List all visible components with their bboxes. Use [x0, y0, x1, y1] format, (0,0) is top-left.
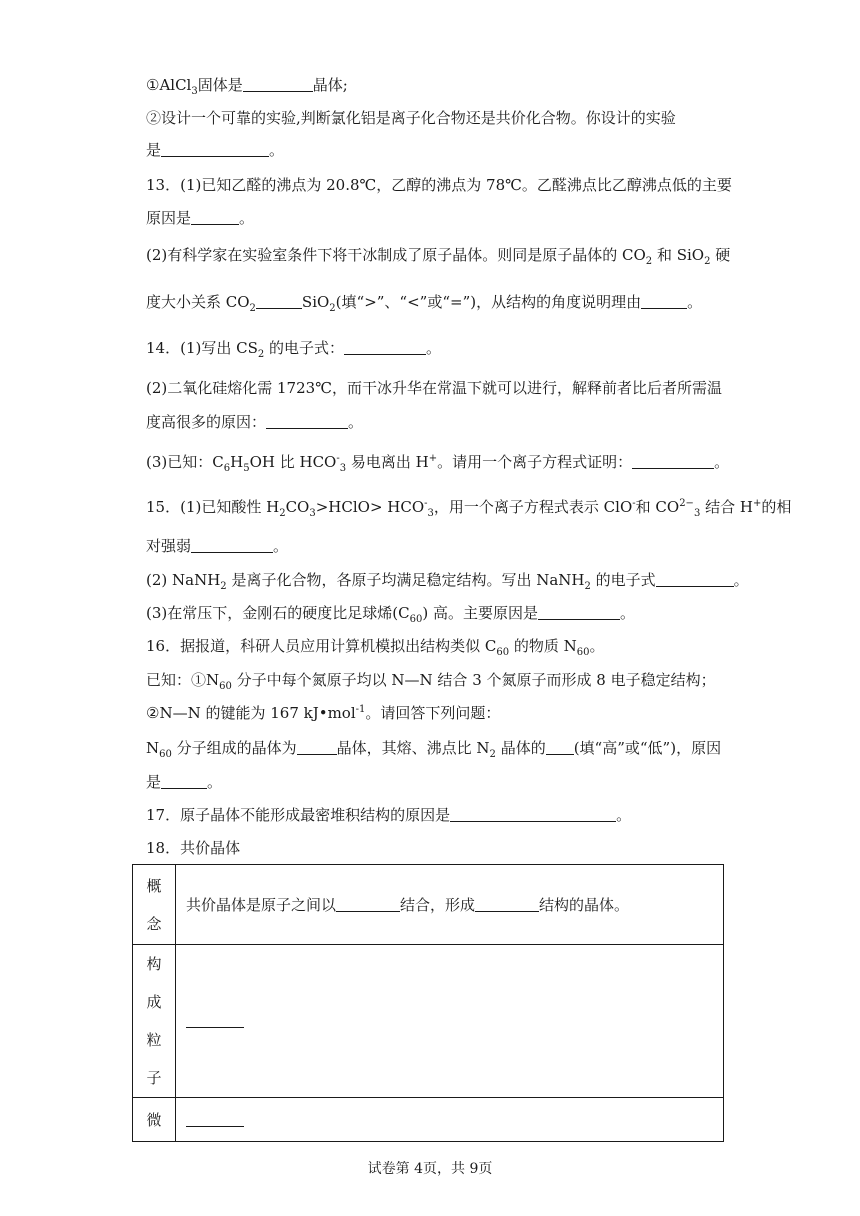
row-label: [133, 945, 176, 1098]
text: (2) NaNH: [146, 571, 221, 589]
q16-line-3: [146, 703, 500, 723]
subscript: 3: [339, 463, 347, 474]
text: 。: [714, 453, 730, 471]
subscript: 5: [243, 463, 250, 474]
answer-blank[interactable]: [161, 141, 269, 157]
text: 。请用一个离子方程式证明：: [437, 453, 633, 471]
q13-line-1: 13．(1)已知乙醛的沸点为 20.8℃，乙醇的沸点为 78℃。乙醛沸点比乙醇沸点低的主要: [146, 176, 732, 194]
text: 。: [616, 806, 632, 824]
answer-blank[interactable]: [191, 537, 273, 553]
answer-blank[interactable]: [186, 1012, 244, 1028]
subscript: 3: [191, 86, 198, 97]
superscript: +: [752, 498, 762, 509]
q12-line-2: ②设计一个可靠的实验,判断氯化铝是离子化合物还是共价化合物。你设计的实验: [146, 109, 676, 127]
table-row: [133, 945, 724, 1098]
text: 分子组成的晶体为: [171, 739, 297, 757]
text: 共价晶体是原子之间以: [186, 896, 337, 914]
answer-blank[interactable]: [538, 604, 620, 620]
text: 15．(1)已知酸性 H: [146, 498, 280, 516]
q14-line-4: [146, 452, 729, 472]
answer-blank[interactable]: [450, 806, 616, 822]
text: 。: [273, 537, 289, 555]
text: 结合，形成: [400, 896, 476, 914]
text: (3)在常压下，金刚石的硬度比足球烯(C: [146, 604, 410, 622]
text: ①AlCl: [146, 76, 192, 94]
label-char: 概: [146, 876, 162, 895]
text: 度高很多的原因：: [146, 413, 267, 431]
q18-title: 18．共价晶体: [146, 839, 241, 857]
text: 的电子式：: [264, 339, 345, 357]
text: 17．原子晶体不能形成最密堆积结构的原因是: [146, 806, 451, 824]
text: 度大小关系 CO: [146, 293, 250, 311]
table-row: [133, 865, 724, 945]
answer-blank[interactable]: [297, 739, 337, 755]
text: 晶体;: [312, 76, 348, 94]
q14-line-1: [146, 338, 441, 358]
subscript: 2: [329, 303, 336, 314]
row-label: [133, 865, 176, 945]
text: 的电子式: [590, 571, 656, 589]
superscript: 2−: [679, 498, 694, 509]
q13-line-3: [146, 245, 730, 265]
text: 和 CO: [635, 498, 680, 516]
text: 硬: [710, 246, 731, 264]
text: 。: [687, 293, 703, 311]
text: 。: [207, 773, 223, 791]
text: (填“>”、“<”或“=”)，从结构的角度说明理由: [335, 293, 642, 311]
text: 。: [733, 571, 749, 589]
q12-line-3: [146, 140, 284, 160]
subscript: 60: [576, 647, 590, 658]
answer-blank[interactable]: [475, 896, 539, 912]
text: 结合 H: [700, 498, 753, 516]
text: (3)已知：C: [146, 453, 224, 471]
q17-line: [146, 805, 631, 825]
text: ②N—N 的键能为 167 kJ•mol: [146, 704, 356, 722]
subscript: 3: [693, 508, 701, 519]
answer-blank[interactable]: [186, 1111, 244, 1127]
text: 分子中每个氮原子均以 N—N 结合 3 个氮原子而形成 8 电子稳定结构；: [231, 671, 716, 689]
text: 晶体，其熔、沸点比 N: [336, 739, 490, 757]
label-char: 成: [146, 993, 162, 1011]
superscript: -1: [355, 704, 366, 715]
answer-blank[interactable]: [546, 739, 574, 755]
q15-line-4: [146, 603, 635, 623]
text: (填“高”或“低”)，原因: [573, 739, 722, 757]
text: 和 SiO: [652, 246, 705, 264]
label-char: 子: [146, 1069, 162, 1087]
text: 原因是: [146, 209, 192, 227]
text: 的物质 N: [509, 637, 577, 655]
subscript: 2: [220, 581, 227, 592]
q13-line-2: [146, 208, 254, 228]
table-row: [133, 1098, 724, 1142]
text: CO: [285, 498, 310, 516]
text: ，用一个离子方程式表示 ClO: [433, 498, 633, 516]
text: 。: [348, 413, 364, 431]
answer-blank[interactable]: [656, 571, 734, 587]
subscript: 2: [645, 256, 653, 267]
answer-blank[interactable]: [266, 413, 348, 429]
q16-line-1: [146, 636, 605, 656]
label-char: 微: [146, 1110, 162, 1129]
text: 对强弱: [146, 537, 192, 555]
superscript: -: [424, 498, 428, 509]
q12-line-1: [146, 75, 348, 95]
text: 的相: [761, 498, 792, 516]
text: 16．据报道，科研人员应用计算机模拟出结构类似 C: [146, 637, 497, 655]
answer-blank[interactable]: [641, 293, 687, 309]
text: OH 比 HCO: [249, 453, 337, 471]
superscript: +: [428, 453, 438, 464]
subscript: 2: [279, 508, 286, 519]
label-char: 构: [146, 955, 162, 973]
subscript: 2: [704, 256, 711, 267]
text: 。请回答下列问题：: [365, 704, 501, 722]
label-char: 粒: [146, 1031, 162, 1049]
text: 。: [239, 209, 255, 227]
text: ) 高。主要原因是: [422, 604, 538, 622]
particles-cell: [176, 945, 724, 1098]
text: (2)有科学家在实验室条件下将干冰制成了原子晶体。则同是原子晶体的 CO: [146, 246, 646, 264]
text: >HClO> HCO: [315, 498, 425, 516]
concept-cell: [176, 865, 724, 945]
subscript: 2: [257, 349, 265, 360]
text: SiO: [301, 293, 330, 311]
subscript: 2: [489, 749, 496, 760]
q15-line-2: [146, 536, 288, 556]
text: N: [146, 739, 160, 757]
subscript: 60: [409, 614, 423, 625]
text: 。: [589, 637, 605, 655]
answer-blank[interactable]: [161, 773, 207, 789]
q13-line-4: [146, 292, 702, 312]
text: 14．(1)写出 CS: [146, 339, 258, 357]
subscript: 2: [249, 303, 256, 314]
subscript: 60: [159, 749, 172, 760]
text: 易电离出 H: [346, 453, 429, 471]
answer-blank[interactable]: [344, 339, 426, 355]
q14-line-3: [146, 412, 363, 432]
q16-line-5: [146, 772, 222, 792]
subscript: 60: [219, 681, 232, 692]
subscript: 3: [309, 508, 316, 519]
text: 已知：①N: [146, 671, 220, 689]
q16-line-2: [146, 670, 716, 690]
text: 是: [146, 141, 162, 159]
text: 结构的晶体。: [539, 896, 630, 914]
q15-line-1: [146, 497, 791, 517]
text: H: [230, 453, 244, 471]
text: 。: [426, 339, 442, 357]
q16-line-4: [146, 738, 721, 758]
superscript: -: [336, 453, 340, 464]
text: 是: [146, 773, 162, 791]
subscript: 60: [496, 647, 510, 658]
text: 。: [269, 141, 285, 159]
answer-blank[interactable]: [243, 76, 313, 92]
q15-line-3: [146, 570, 749, 590]
q14-line-2: (2)二氧化硅熔化需 1723℃，而干冰升华在常温下就可以进行，解释前者比后者所需温: [146, 379, 722, 397]
micro-cell: [176, 1098, 724, 1142]
answer-blank[interactable]: [336, 896, 400, 912]
text: 。: [619, 604, 635, 622]
subscript: 3: [427, 508, 434, 519]
answer-blank[interactable]: [632, 453, 714, 469]
answer-blank[interactable]: [256, 293, 302, 309]
covalent-crystal-table: [132, 864, 724, 1142]
subscript: 6: [223, 463, 231, 474]
answer-blank[interactable]: [191, 209, 239, 225]
label-char: 念: [146, 914, 162, 933]
superscript: -: [632, 498, 636, 509]
text: 固体是: [197, 76, 243, 94]
text: 晶体的: [495, 739, 546, 757]
row-label: [133, 1098, 176, 1142]
subscript: 2: [584, 581, 591, 592]
text: 是离子化合物，各原子均满足稳定结构。写出 NaNH: [226, 571, 585, 589]
page-footer: 试卷第 4页，共 9页: [367, 1161, 493, 1177]
